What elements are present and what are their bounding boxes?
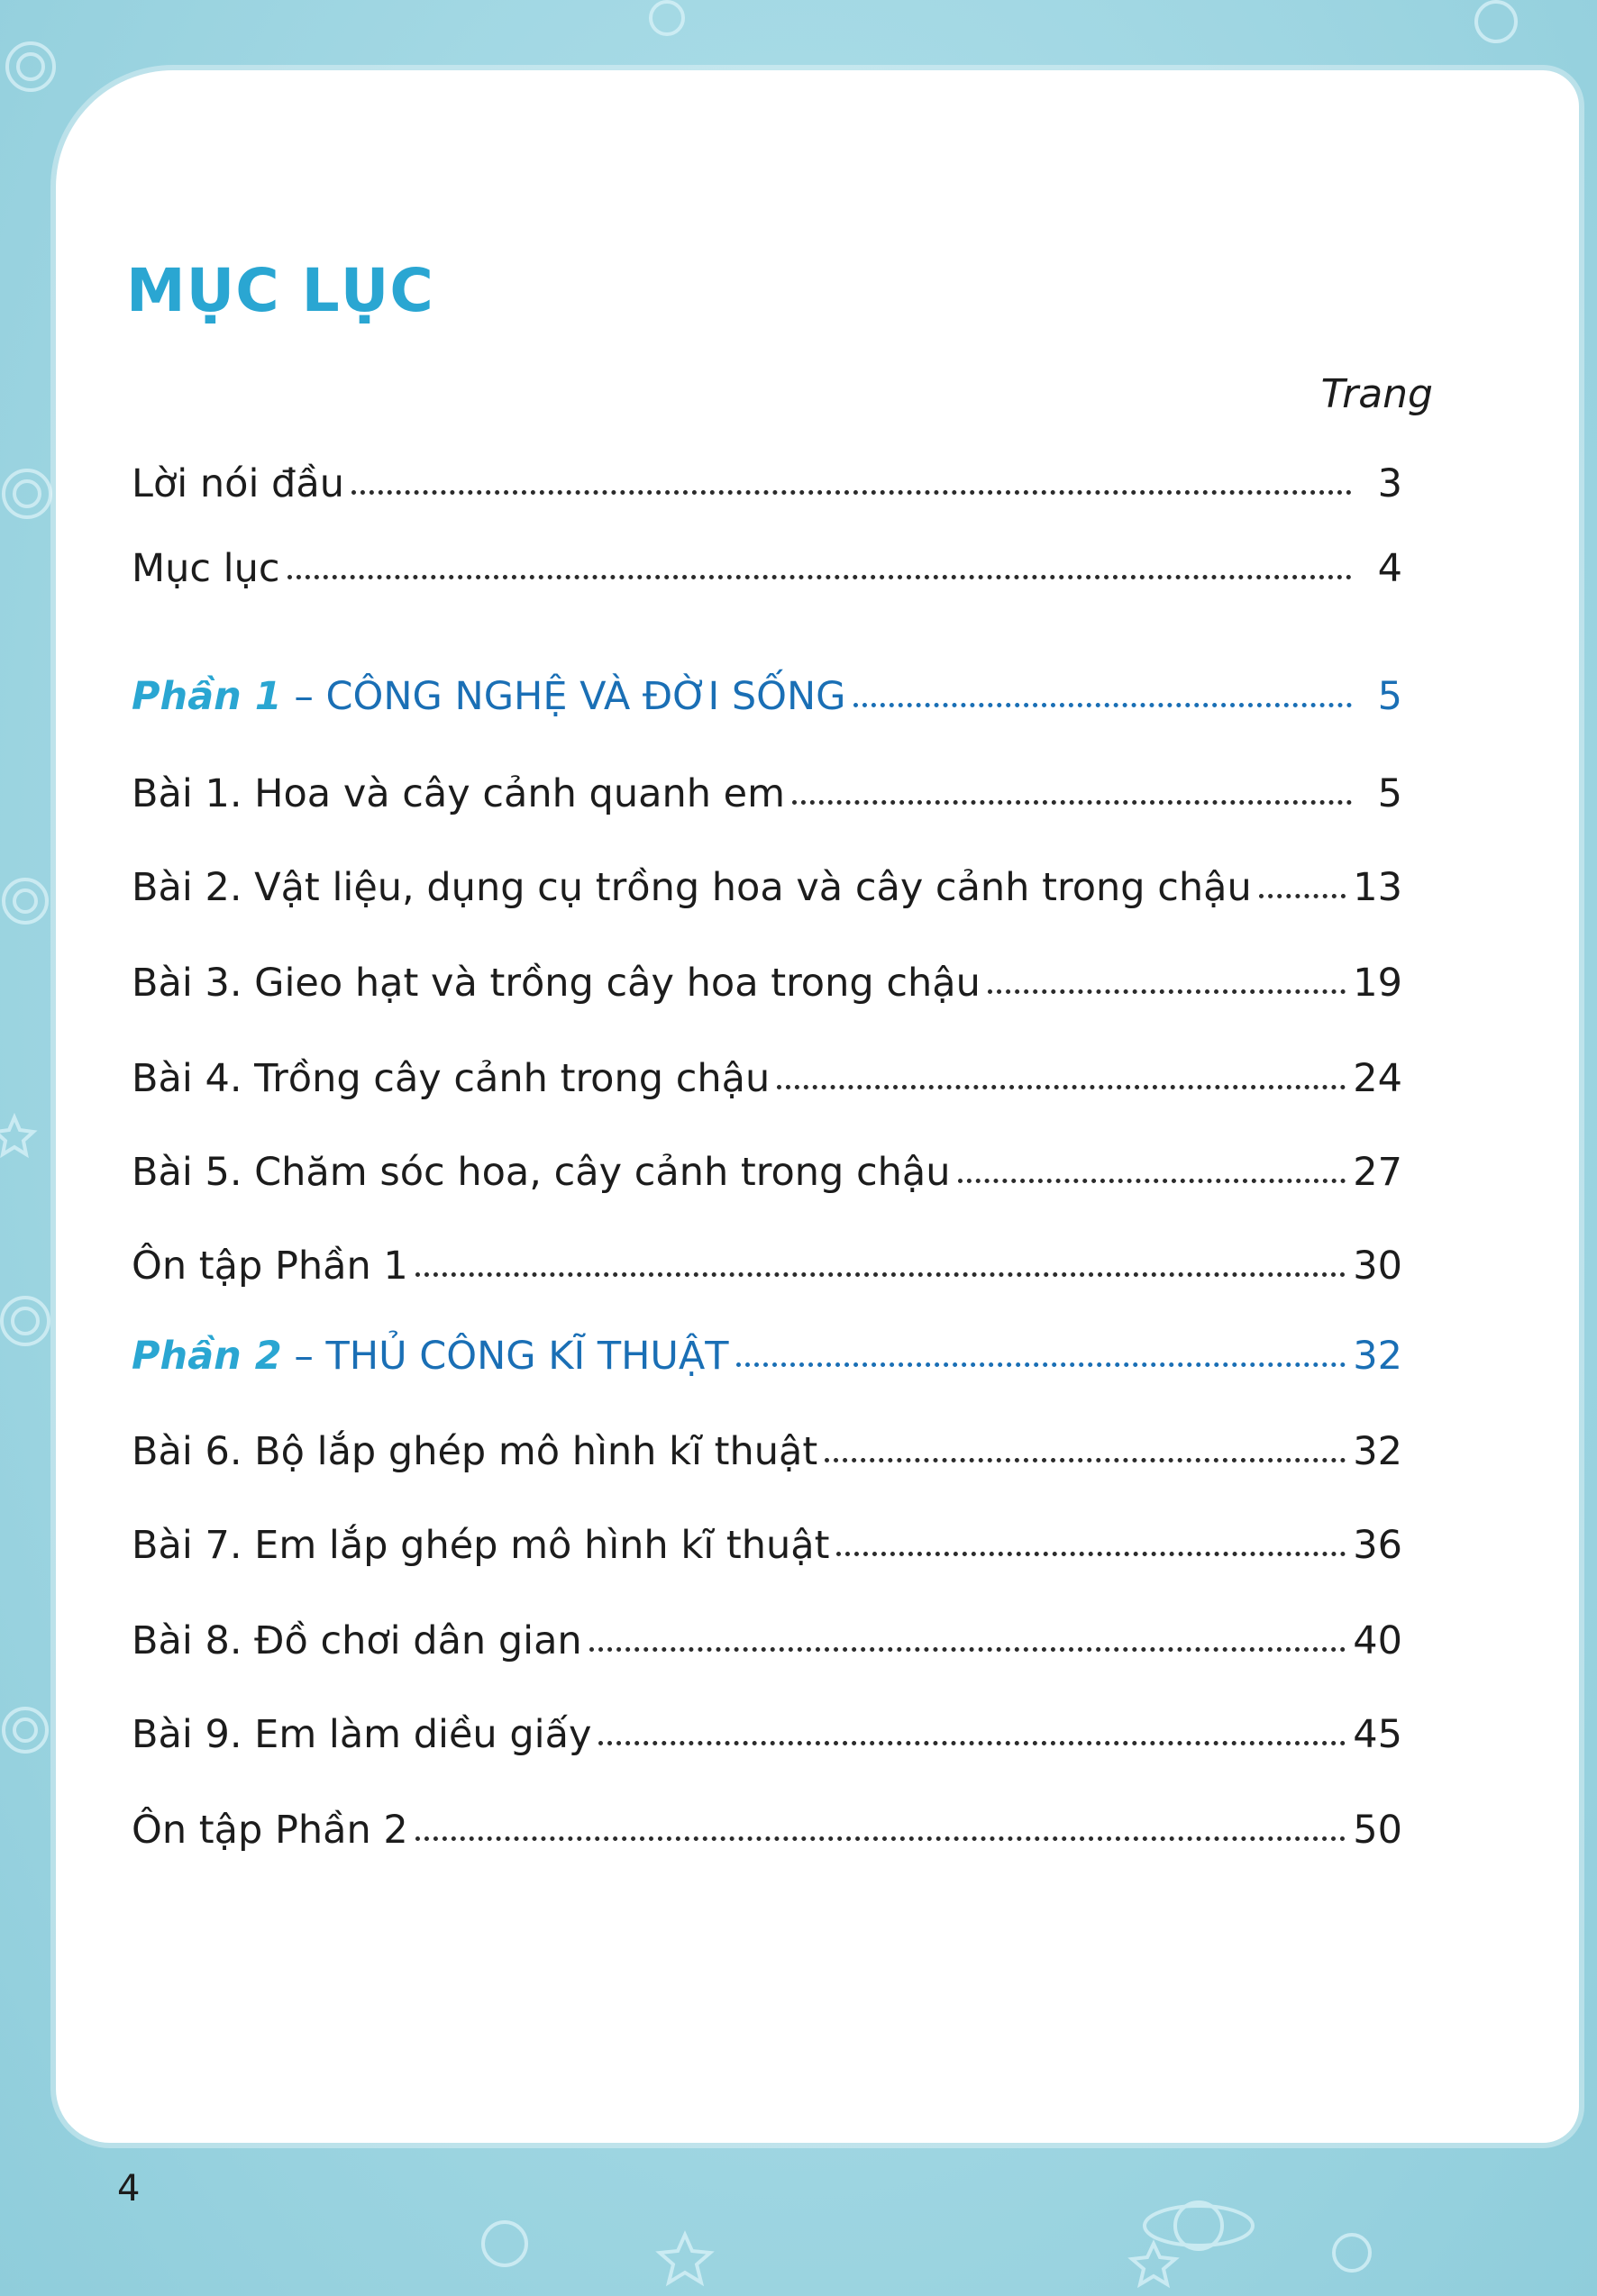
dot-leader: [853, 703, 1353, 707]
dot-leader: [598, 1741, 1346, 1745]
dot-leader: [825, 1458, 1346, 1462]
toc-entry[interactable]: [132, 1808, 1402, 1853]
spiral-icon: [13, 1308, 38, 1334]
toc-entry[interactable]: [132, 1429, 1402, 1474]
dot-leader: [415, 1272, 1346, 1277]
dot-leader: [287, 575, 1352, 579]
star-icon: [0, 1117, 33, 1154]
toc-entry-page: 32: [1353, 1334, 1402, 1379]
toc-entry-label: Bài 5. Chăm sóc hoa, cây cảnh trong chậu: [132, 1150, 951, 1195]
toc-entry[interactable]: [132, 1244, 1402, 1289]
toc-entry-page: 5: [1377, 771, 1402, 816]
dot-leader: [777, 1085, 1346, 1089]
toc-entry-label: Ôn tập Phần 1: [132, 1244, 408, 1289]
dot-leader: [836, 1552, 1346, 1556]
section-number: Phần 2: [132, 1334, 282, 1379]
toc-entry[interactable]: [132, 1712, 1402, 1757]
section-dash: –: [294, 1334, 314, 1379]
toc-entry-label: Bài 2. Vật liệu, dụng cụ trồng hoa và cây cảnh trong chậu: [132, 865, 1252, 910]
spiral-icon: [14, 890, 36, 912]
toc-entry-page: 45: [1353, 1712, 1402, 1757]
dot-leader: [351, 490, 1352, 495]
spiral-icon: [4, 470, 50, 517]
toc-entry-page: 30: [1353, 1244, 1402, 1289]
section-title: THỦ CÔNG KĨ THUẬT: [325, 1334, 729, 1379]
toc-entry-label: Lời nói đầu: [132, 461, 344, 506]
toc-entry-page: 4: [1377, 546, 1402, 591]
section-title: CÔNG NGHỆ VÀ ĐỜI SỐNG: [325, 674, 846, 719]
toc-entry[interactable]: [132, 461, 1402, 506]
dot-leader: [589, 1647, 1346, 1652]
spiral-icon: [18, 54, 43, 79]
toc-entry-page: 36: [1353, 1523, 1402, 1568]
planet-ring-icon: [1145, 2206, 1253, 2246]
toc-section-heading[interactable]: [132, 674, 1402, 719]
toc-entry[interactable]: [132, 865, 1402, 910]
dot-leader: [958, 1179, 1346, 1183]
spiral-icon: [1334, 2235, 1370, 2271]
dot-leader: [736, 1362, 1346, 1367]
toc-entry-label: Mục lục: [132, 546, 280, 591]
toc-section-heading[interactable]: [132, 1334, 1402, 1379]
spiral-icon: [2, 1298, 49, 1344]
spiral-icon: [7, 43, 54, 90]
section-heading-label: [132, 1334, 729, 1379]
planet-icon: [1476, 2, 1516, 41]
spiral-icon: [4, 879, 47, 923]
toc-entry-page: 13: [1353, 865, 1402, 910]
section-dash: –: [294, 674, 314, 719]
star-icon: [1132, 2244, 1175, 2284]
toc-entry-label: Ôn tập Phần 2: [132, 1808, 408, 1853]
toc-entry-label: Bài 9. Em làm diều giấy: [132, 1712, 592, 1757]
planet-icon: [651, 2, 683, 34]
section-number: Phần 1: [132, 674, 282, 719]
toc-entry-page: 40: [1353, 1618, 1402, 1663]
page-column-header: Trang: [1320, 371, 1433, 417]
toc-entry-label: Bài 8. Đồ chơi dân gian: [132, 1618, 582, 1663]
toc-entry-page: 32: [1353, 1429, 1402, 1474]
toc-entry[interactable]: [132, 1523, 1402, 1568]
toc-entry-page: 27: [1353, 1150, 1402, 1195]
toc-entry[interactable]: [132, 1618, 1402, 1663]
toc-entry[interactable]: [132, 546, 1402, 591]
toc-entry-label: Bài 6. Bộ lắp ghép mô hình kĩ thuật: [132, 1429, 818, 1474]
toc-entry-label: Bài 3. Gieo hạt và trồng cây hoa trong chậu: [132, 961, 981, 1006]
toc-entry-label: Bài 4. Trồng cây cảnh trong chậu: [132, 1056, 771, 1101]
toc-entry-page: 24: [1353, 1056, 1402, 1101]
dot-leader: [792, 800, 1352, 805]
spiral-icon: [14, 481, 40, 506]
toc-entry[interactable]: [132, 1150, 1402, 1195]
toc-entry-page: 19: [1353, 961, 1402, 1006]
toc-entry-label: Bài 1. Hoa và cây cảnh quanh em: [132, 771, 785, 816]
spiral-icon: [4, 1708, 47, 1752]
spiral-icon: [14, 1719, 36, 1741]
toc-title: MỤC LỤC: [126, 256, 434, 325]
toc-entry[interactable]: [132, 1056, 1402, 1101]
star-icon: [660, 2235, 710, 2282]
planet-icon: [1175, 2202, 1222, 2249]
dot-leader: [988, 989, 1346, 994]
section-heading-label: [132, 674, 846, 719]
dot-leader: [415, 1836, 1346, 1841]
toc-entry[interactable]: [132, 771, 1402, 816]
toc-entry[interactable]: [132, 961, 1402, 1006]
planet-icon: [483, 2222, 526, 2265]
toc-entry-page: 3: [1377, 461, 1402, 506]
toc-entry-label: Bài 7. Em lắp ghép mô hình kĩ thuật: [132, 1523, 830, 1568]
page-number: 4: [117, 2168, 141, 2209]
toc-entry-page: 50: [1353, 1808, 1402, 1853]
toc-entry-page: 5: [1377, 674, 1402, 719]
dot-leader: [1259, 894, 1346, 898]
